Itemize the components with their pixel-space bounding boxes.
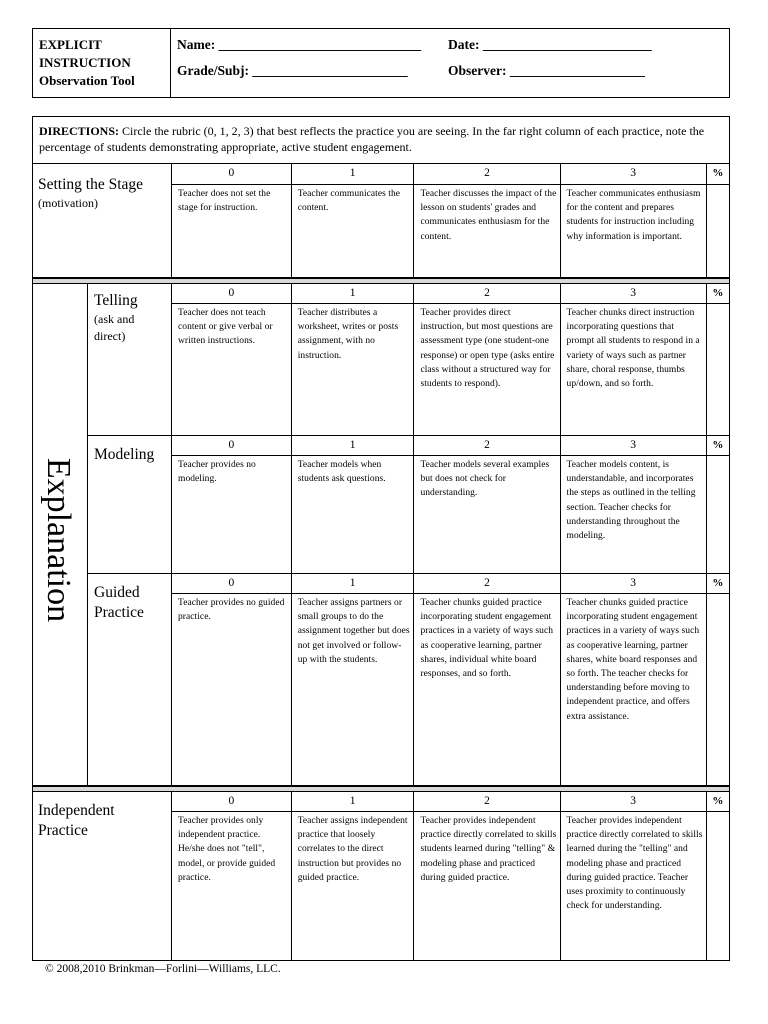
percent-entry-cell[interactable]: [706, 594, 729, 786]
telling-subtitle: (ask and direct): [94, 312, 135, 343]
descriptor-1: Teacher communicates the content.: [291, 185, 414, 278]
guided-title-line-2: Practice: [94, 604, 144, 621]
descriptor-3: Teacher chunks guided practice incorporating student engagement practices in a variety of ways such as cooperative learning, partner shares, white board responses and so forth. The teacher checks for understanding before moving to independent practice, and offers extra assistance.: [560, 594, 706, 786]
setting-the-stage-title: Setting the Stage: [38, 176, 144, 193]
percent-entry-cell[interactable]: [706, 812, 729, 961]
descriptor-1: Teacher models when students ask questions.: [291, 456, 414, 574]
directions-text: Circle the rubric (0, 1, 2, 3) that best reflects the practice you are seeing. In the far right column of each practice, note the percentage of students demonstrating appropriate, active student engagement.: [39, 124, 705, 154]
grade-subj-field[interactable]: Grade/Subj: _______________________: [177, 63, 408, 78]
name-field[interactable]: Name: ______________________________: [177, 37, 422, 52]
descriptor-3: Teacher communicates enthusiasm for the content and prepares students for instruction including why information is important.: [560, 185, 706, 278]
descriptor-3: Teacher chunks direct instruction incorporating questions that prompt all students to respond in a variety of ways such as partner share, choral response, thumbs up/down, and so forth.: [560, 304, 706, 436]
observer-field[interactable]: Observer: ____________________: [448, 63, 645, 78]
tool-title-line-1: EXPLICIT: [39, 37, 102, 52]
modeling-title-block: [94, 445, 168, 465]
percent-header: %: [706, 164, 729, 185]
setting-the-stage-subtitle: (motivation): [38, 196, 98, 210]
score-3-option[interactable]: 3: [560, 574, 706, 594]
percent-header: %: [706, 436, 729, 456]
directions-box: [32, 116, 730, 164]
header-box: [32, 28, 730, 98]
score-3-option[interactable]: 3: [560, 792, 706, 812]
score-1-option[interactable]: 1: [291, 284, 414, 304]
score-0-option[interactable]: 0: [172, 164, 292, 185]
independent-title-line-2: Practice: [38, 822, 88, 839]
independent-rubric-table: [171, 791, 730, 961]
descriptor-1: Teacher distributes a worksheet, writes or posts assignment, with no instruction.: [291, 304, 414, 436]
percent-header: %: [706, 284, 729, 304]
descriptor-0: Teacher does not set the stage for instruction.: [172, 185, 292, 278]
modeling-title: Modeling: [94, 446, 155, 463]
score-0-option[interactable]: 0: [172, 574, 292, 594]
score-3-option[interactable]: 3: [560, 436, 706, 456]
copyright-footer: © 2008,2010 Brinkman—Forlini—Williams, LLC.: [45, 963, 281, 975]
descriptor-3: Teacher models content, is understandable, and incorporates the steps as outlined in the telling section. Teacher checks for understanding throughout the modeling.: [560, 456, 706, 574]
descriptor-0: Teacher provides no guided practice.: [172, 594, 292, 786]
score-0-option[interactable]: 0: [172, 284, 292, 304]
setting-rubric-table: [171, 163, 730, 278]
score-1-option[interactable]: 1: [291, 164, 414, 185]
descriptor-0: Teacher provides only independent practice. He/she does not "tell", model, or provide guided practice.: [172, 812, 292, 961]
percent-header: %: [706, 574, 729, 594]
score-2-option[interactable]: 2: [414, 792, 560, 812]
score-2-option[interactable]: 2: [414, 574, 560, 594]
score-1-option[interactable]: 1: [291, 436, 414, 456]
directions-label: DIRECTIONS:: [39, 124, 120, 138]
descriptor-1: Teacher assigns partners or small groups to do the assignment together but does not get involved or follow-up with the students.: [291, 594, 414, 786]
guided-rubric-table: [171, 573, 730, 786]
score-0-option[interactable]: 0: [172, 436, 292, 456]
tool-title-line-3: Observation Tool: [39, 73, 135, 88]
guided-title-block: [94, 583, 168, 623]
percent-header: %: [706, 792, 729, 812]
tool-title-line-2: INSTRUCTION: [39, 55, 131, 70]
score-2-option[interactable]: 2: [414, 164, 560, 185]
guided-title-line-1: Guided: [94, 584, 140, 601]
score-0-option[interactable]: 0: [172, 792, 292, 812]
descriptor-3: Teacher provides independent practice directly correlated to skills learned during the "telling" and modeling phase and practiced during guided practice. Teacher uses proximity to continuously check for understanding.: [560, 812, 706, 961]
telling-rubric-table: [171, 283, 730, 436]
score-1-option[interactable]: 1: [291, 792, 414, 812]
score-3-option[interactable]: 3: [560, 284, 706, 304]
score-2-option[interactable]: 2: [414, 284, 560, 304]
descriptor-0: Teacher does not teach content or give verbal or written instructions.: [172, 304, 292, 436]
modeling-rubric-table: [171, 435, 730, 574]
date-field[interactable]: Date: _________________________: [448, 37, 652, 52]
independent-title-line-1: Independent: [38, 802, 115, 819]
telling-title-block: [94, 291, 168, 345]
percent-entry-cell[interactable]: [706, 456, 729, 574]
header-divider: [170, 29, 171, 97]
descriptor-2: Teacher chunks guided practice incorporating student engagement practices in a variety of ways such as cooperative learning, partner shares, individual white board responses, and so forth.: [414, 594, 560, 786]
score-2-option[interactable]: 2: [414, 436, 560, 456]
descriptor-2: Teacher provides direct instruction, but most questions are assessment type (one student-one response) or open type (asks entire class without a structured way for students to respond).: [414, 304, 560, 436]
descriptor-2: Teacher models several examples but does not check for understanding.: [414, 456, 560, 574]
tool-title: [39, 36, 167, 90]
score-1-option[interactable]: 1: [291, 574, 414, 594]
explanation-label: Explanation: [40, 457, 77, 623]
descriptor-0: Teacher provides no modeling.: [172, 456, 292, 574]
descriptor-1: Teacher assigns independent practice that loosely correlates to the direct instruction but provides no guided practice.: [291, 812, 414, 961]
percent-entry-cell[interactable]: [706, 185, 729, 278]
setting-title-block: [38, 175, 168, 212]
independent-title-block: [38, 801, 168, 841]
telling-title: Telling: [94, 292, 138, 309]
percent-entry-cell[interactable]: [706, 304, 729, 436]
descriptor-2: Teacher provides independent practice directly correlated to skills students learned during "telling" & modeling phase and practiced during guided practice.: [414, 812, 560, 961]
descriptor-2: Teacher discusses the impact of the lesson on students' grades and communicates enthusiasm for the content.: [414, 185, 560, 278]
score-3-option[interactable]: 3: [560, 164, 706, 185]
